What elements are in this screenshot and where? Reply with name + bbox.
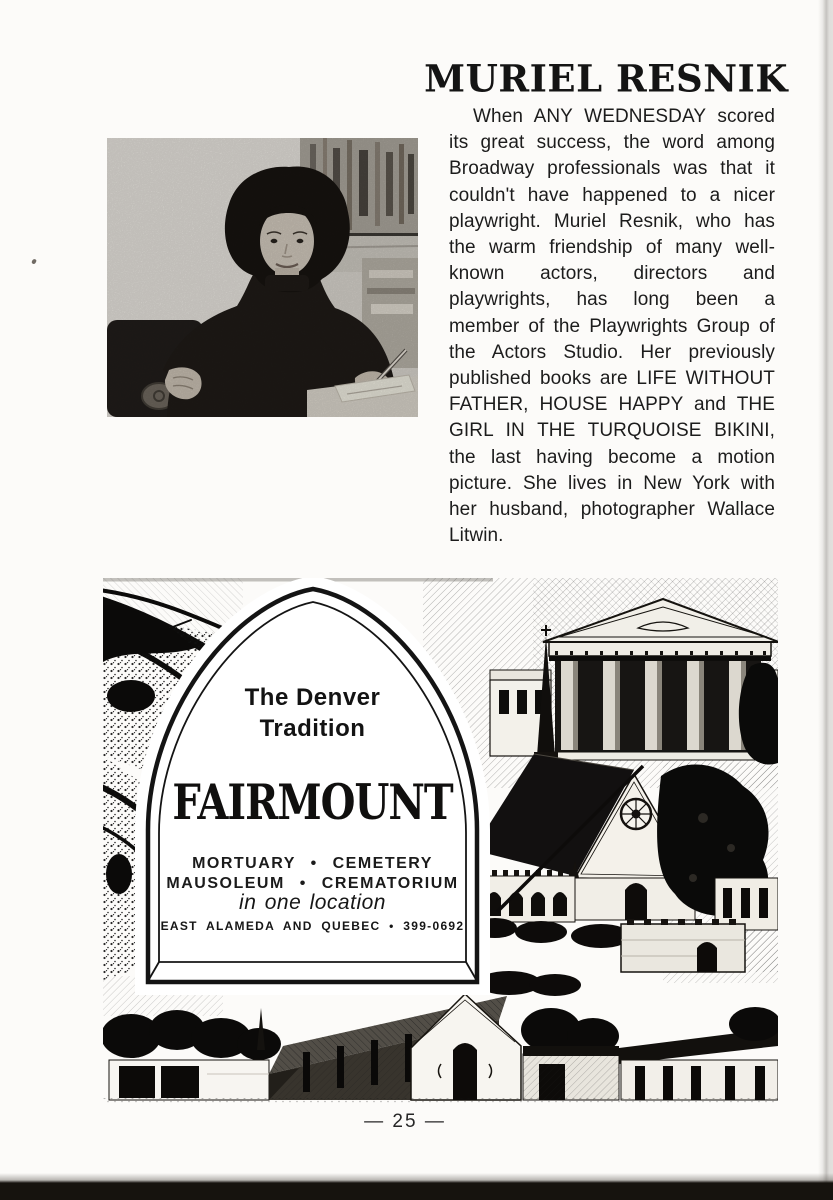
page-number: — 25 — [364, 1111, 446, 1132]
article-title: MURIEL RESNIK [424, 55, 788, 101]
ad-location-note: in one location [239, 891, 386, 914]
article-body: When ANY WEDNESDAY scored its great success, the word among Broadway professionals was that it couldn't have happened to a nicer playwright. Muriel Resnik, who has the warm friendship of many well-known actors, directors and playwrights, has long been a member of the Playwrights Group of the Actors Studio. Her previously published books are LIFE WITHOUT FATHER, HOUSE HAPPY and THE GIRL IN THE TURQUOISE BIKINI, the last having become a motion picture. She lives in New York with her husband, photographer Wallace Litwin. [449, 106, 775, 547]
muriel-resnik-photo-art [107, 138, 418, 417]
fairmount-ad [103, 578, 778, 1105]
ad-services-line1: MORTUARY • CEMETERY [192, 855, 433, 872]
ad-brand-fairmount: FAIRMOUNT [172, 774, 453, 832]
ad-address-phone: EAST ALAMEDA AND QUEBEC • 399-0692 [160, 919, 465, 933]
ad-tagline-line1: The Denver [244, 684, 381, 711]
scan-speck [31, 258, 37, 264]
muriel-resnik-photo [107, 138, 418, 417]
scan-bottom-black-band [0, 1173, 833, 1200]
ad-tagline-line2: Tradition [259, 715, 366, 742]
ad-services-line2: MAUSOLEUM • CREMATORIUM [166, 875, 459, 892]
scan-right-edge-shadow [818, 0, 833, 1200]
fairmount-ad-text [148, 578, 477, 988]
